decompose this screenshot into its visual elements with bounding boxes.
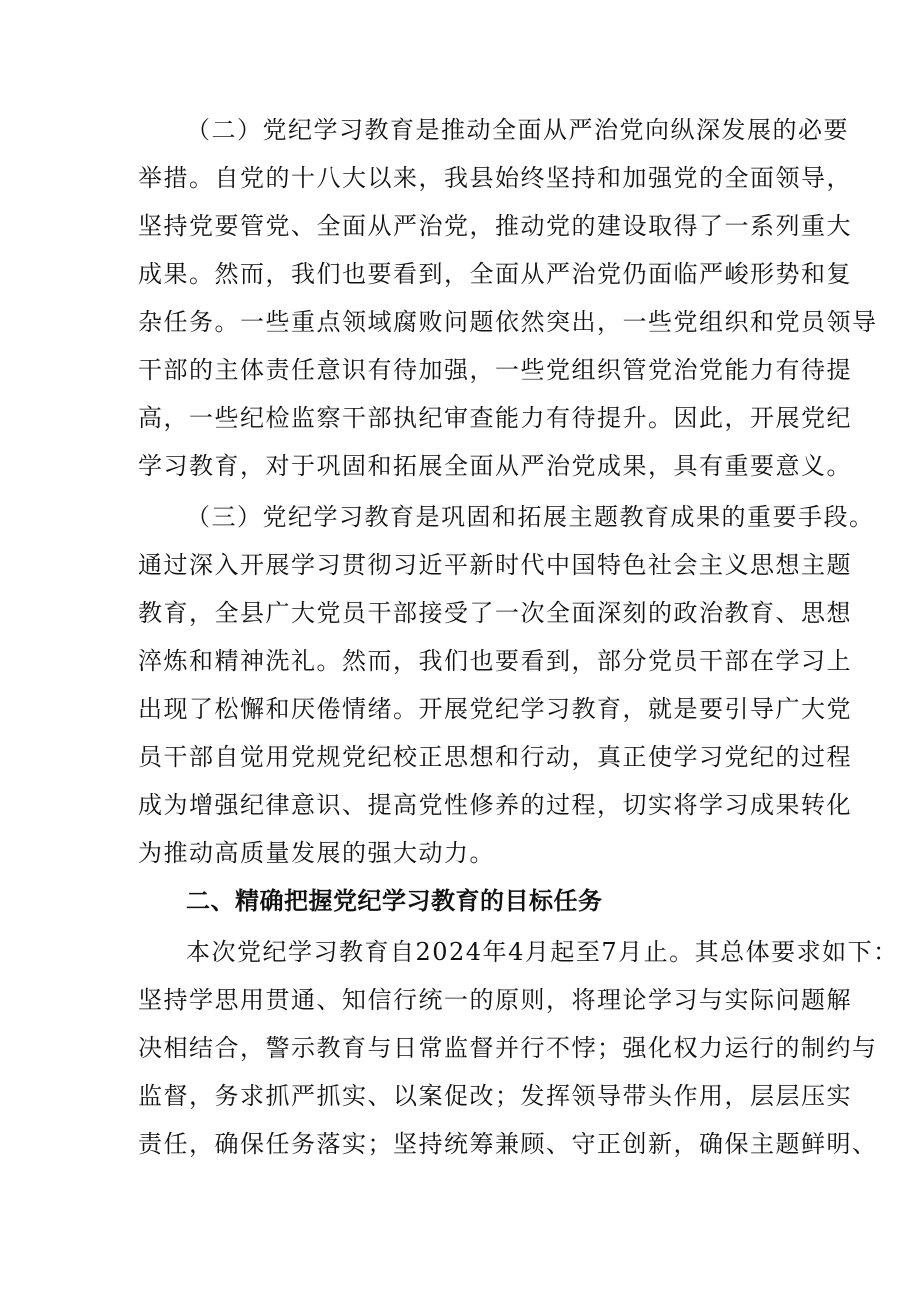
paragraph-line: （三）党纪学习教育是巩固和拓展主题教育成果的重要手段。 [186,503,875,531]
paragraph-line: 学习教育，对于巩固和拓展全面从严治党成果，具有重要意义。 [138,452,852,480]
paragraph-line: 淬炼和精神洗礼。然而，我们也要看到，部分党员干部在学习上 [138,647,852,675]
paragraph-line: 为推动高质量发展的强大动力。 [138,839,495,867]
paragraph-line: 举措。自党的十八大以来，我县始终坚持和加强党的全面领导， [138,164,852,192]
paragraph-line: 成果。然而，我们也要看到，全面从严治党仍面临严峻形势和复 [138,260,852,288]
paragraph-line: 出现了松懈和厌倦情绪。开展党纪学习教育，就是要引导广大党 [138,695,852,723]
paragraph-line: 高，一些纪检监察干部执纪审查能力有待提升。因此，开展党纪 [138,404,852,432]
paragraph-line: 决相结合，警示教育与日常监督并行不悖；强化权力运行的制约与 [138,1034,878,1062]
paragraph-line: 成为增强纪律意识、提高党性修养的过程，切实将学习成果转化 [138,791,852,819]
paragraph-line: 通过深入开展学习贯彻习近平新时代中国特色社会主义思想主题 [138,551,852,579]
paragraph-line: 员干部自觉用党规党纪校正思想和行动，真正使学习党纪的过程 [138,743,852,771]
paragraph-line: 本次党纪学习教育自2024年4月起至7月止。其总体要求如下： [186,938,899,966]
paragraph-line: 干部的主体责任意识有待加强，一些党组织管党治党能力有待提 [138,356,852,384]
paragraph-line: 监督，务求抓严抓实、以案促改；发挥领导带头作用，层层压实 [138,1082,852,1110]
section-heading: 二、精确把握党纪学习教育的目标任务 [186,887,603,915]
paragraph-line: 责任，确保任务落实；坚持统筹兼顾、守正创新，确保主题鲜明、 [138,1130,878,1158]
paragraph-line: （二）党纪学习教育是推动全面从严治党向纵深发展的必要 [186,116,849,144]
paragraph-line: 杂任务。一些重点领域腐败问题依然突出，一些党组织和党员领导 [138,308,878,336]
paragraph-line: 教育，全县广大党员干部接受了一次全面深刻的政治教育、思想 [138,599,852,627]
paragraph-line: 坚持党要管党、全面从严治党，推动党的建设取得了一系列重大 [138,212,852,240]
paragraph-line: 坚持学思用贯通、知信行统一的原则，将理论学习与实际问题解 [138,986,852,1014]
